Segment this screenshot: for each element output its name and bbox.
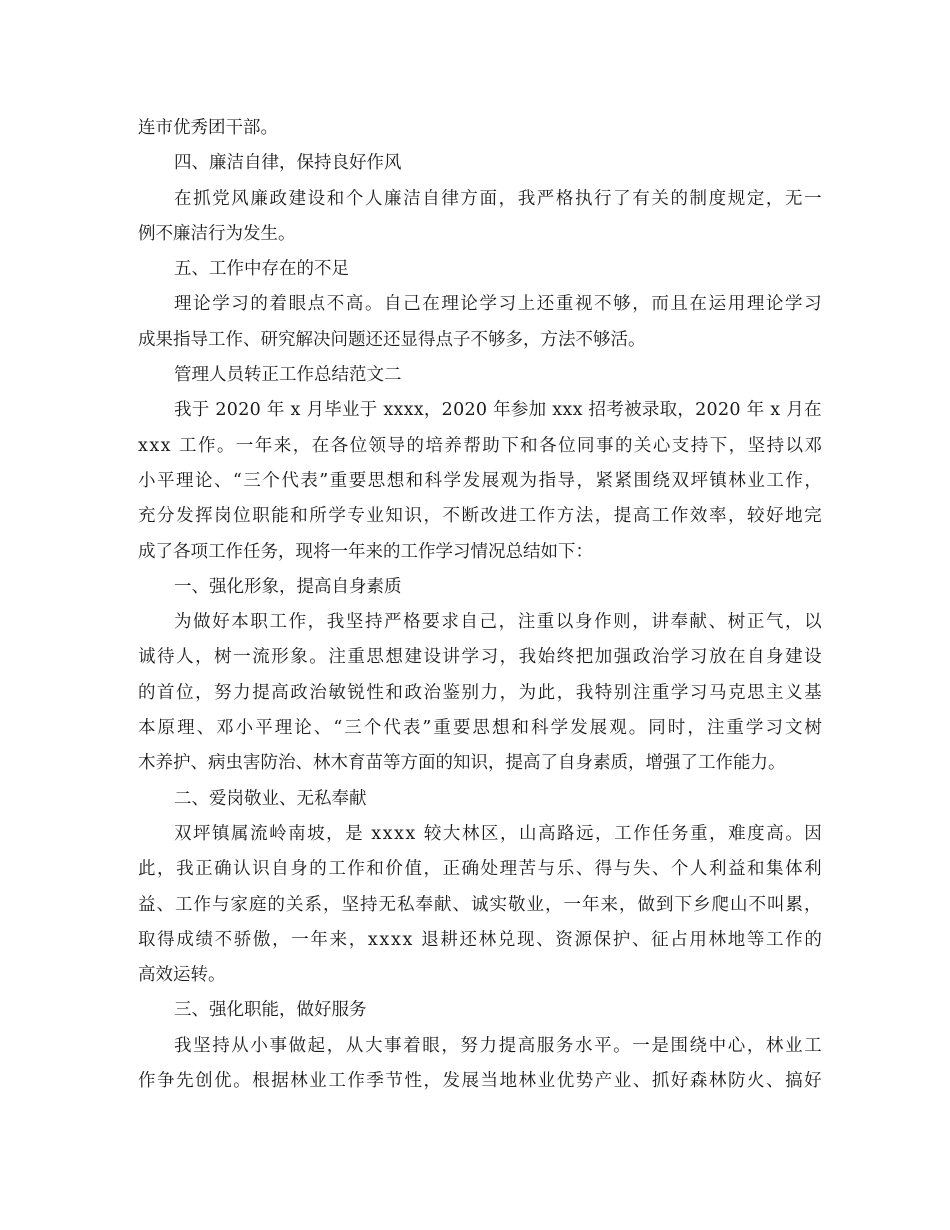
text-line: 充 分 发 挥 岗 位 职 能 和 所 学 专 业 知 识 ， 不 断 改 进 工 作 方 法 ， 提 高 工 作 效 率 ， 较 好 地 完 (138, 506, 822, 527)
text-line: 高效运转。 (138, 965, 226, 986)
text-line: 连市优秀团干部。 (138, 118, 278, 138)
text-line: 诚 待 人 ， 树 一 流 形 象 。 注 重 思 想 建 设 讲 学 习 ， 我 始 终 把 加 强 政 治 学 习 放 在 自 身 建 设 (138, 647, 822, 668)
text-line: 木养护、病虫害防治、林木育苗等方面的知识，提高了自身素质，增强了工作能力。 (138, 753, 786, 774)
text-line: 本 原 理 、 邓 小 平 理 论 、 “ 三 个 代 表 ” 重 要 思 想 和 科 学 发 展 观 。 同 时 ， 注 重 学 习 文 树 (138, 718, 822, 739)
text-line: 管理人员转正工作总结范文二 (174, 365, 402, 386)
text-line: 小 平 理 论 、 “ 三 个 代 表 ” 重 要 思 想 和 科 学 发 展 观 为 指 导 ， 紧 紧 围 绕 双 坪 镇 林 业 工 作 ， (138, 470, 822, 491)
text-line: 作 争 先 创 优 。 根 据 林 业 工 作 季 节 性 ， 发 展 当 地 林 业 优 势 产 业 、 抓 好 森 林 防 火 、 搞 好 (138, 1071, 822, 1092)
document-body (138, 111, 822, 1099)
text-line: 三、强化职能，做好服务 (174, 1000, 367, 1021)
text-line: 我 坚 持 从 小 事 做 起 ， 从 大 事 着 眼 ， 努 力 提 高 服 务 水 平 。 一 是 围 绕 中 心 ， 林 业 工 (174, 1035, 822, 1056)
text-line: 此 ， 我 正 确 认 识 自 身 的 工 作 和 价 值 ， 正 确 处 理 苦 与 乐 、 得 与 失 、 个 人 利 益 和 集 体 利 (138, 859, 822, 880)
text-line: 为 做 好 本 职 工 作 ， 我 坚 持 严 格 要 求 自 己 ， 注 重 以 身 作 则 ， 讲 奉 献 、 树 正 气 ， 以 (174, 612, 822, 633)
text-line: 理 论 学 习 的 着 眼 点 不 高 。 自 己 在 理 论 学 习 上 还 重 视 不 够 ， 而 且 在 运 用 理 论 学 习 (174, 294, 822, 315)
text-line: 五、工作中存在的不足 (174, 259, 349, 280)
text-line: 益 、 工 作 与 家 庭 的 关 系 ， 坚 持 无 私 奉 献 、 诚 实 敬 业 ， 一 年 来 ， 做 到 下 乡 爬 山 不 叫 累 ， (138, 894, 822, 915)
text-line: 取 得 成 绩 不 骄 傲 ， 一 年 来 ， x x x x 退 耕 还 林 兑 现 、 资 源 保 护 、 征 占 用 林 地 等 工 作 的 (138, 929, 822, 950)
text-line: 成了各项工作任务，现将一年来的工作学习情况总结如下： (138, 541, 593, 562)
text-line: 的 首 位 ， 努 力 提 高 政 治 敏 锐 性 和 政 治 鉴 别 力 ， 为 此 ， 我 特 别 注 重 学 习 马 克 思 主 义 基 (138, 682, 822, 703)
text-line: 在 抓 党 风 廉 政 建 设 和 个 人 廉 洁 自 律 方 面 ， 我 严 格 执 行 了 有 关 的 制 度 规 定 ， 无 一 (174, 188, 822, 209)
text-line: 例不廉洁行为发生。 (138, 223, 296, 244)
text-line: 二、爱岗敬业、无私奉献 (174, 788, 367, 809)
text-line: 我 于 2 0 2 0 年 x 月 毕 业 于 x x x x ， 2 0 2 0 年 参 加 x x x 招 考 被 录 取 ， 2 0 2 0 年 x 月 在 (174, 400, 822, 421)
text-line: 一、强化形象，提高自身素质 (174, 576, 402, 597)
text-line: x x x 工 作 。 一 年 来 ， 在 各 位 领 导 的 培 养 帮 助 下 和 各 位 同 事 的 关 心 支 持 下 ， 坚 持 以 邓 (138, 435, 822, 456)
text-line: 四、廉洁自律，保持良好作风 (174, 153, 402, 174)
text-line: 成果指导工作、研究解决问题还还显得点子不够多，方法不够活。 (138, 329, 646, 350)
text-line: 双 坪 镇 属 流 岭 南 坡 ， 是 x x x x 较 大 林 区 ， 山 高 路 远 ， 工 作 任 务 重 ， 难 度 高 。 因 (174, 823, 822, 844)
